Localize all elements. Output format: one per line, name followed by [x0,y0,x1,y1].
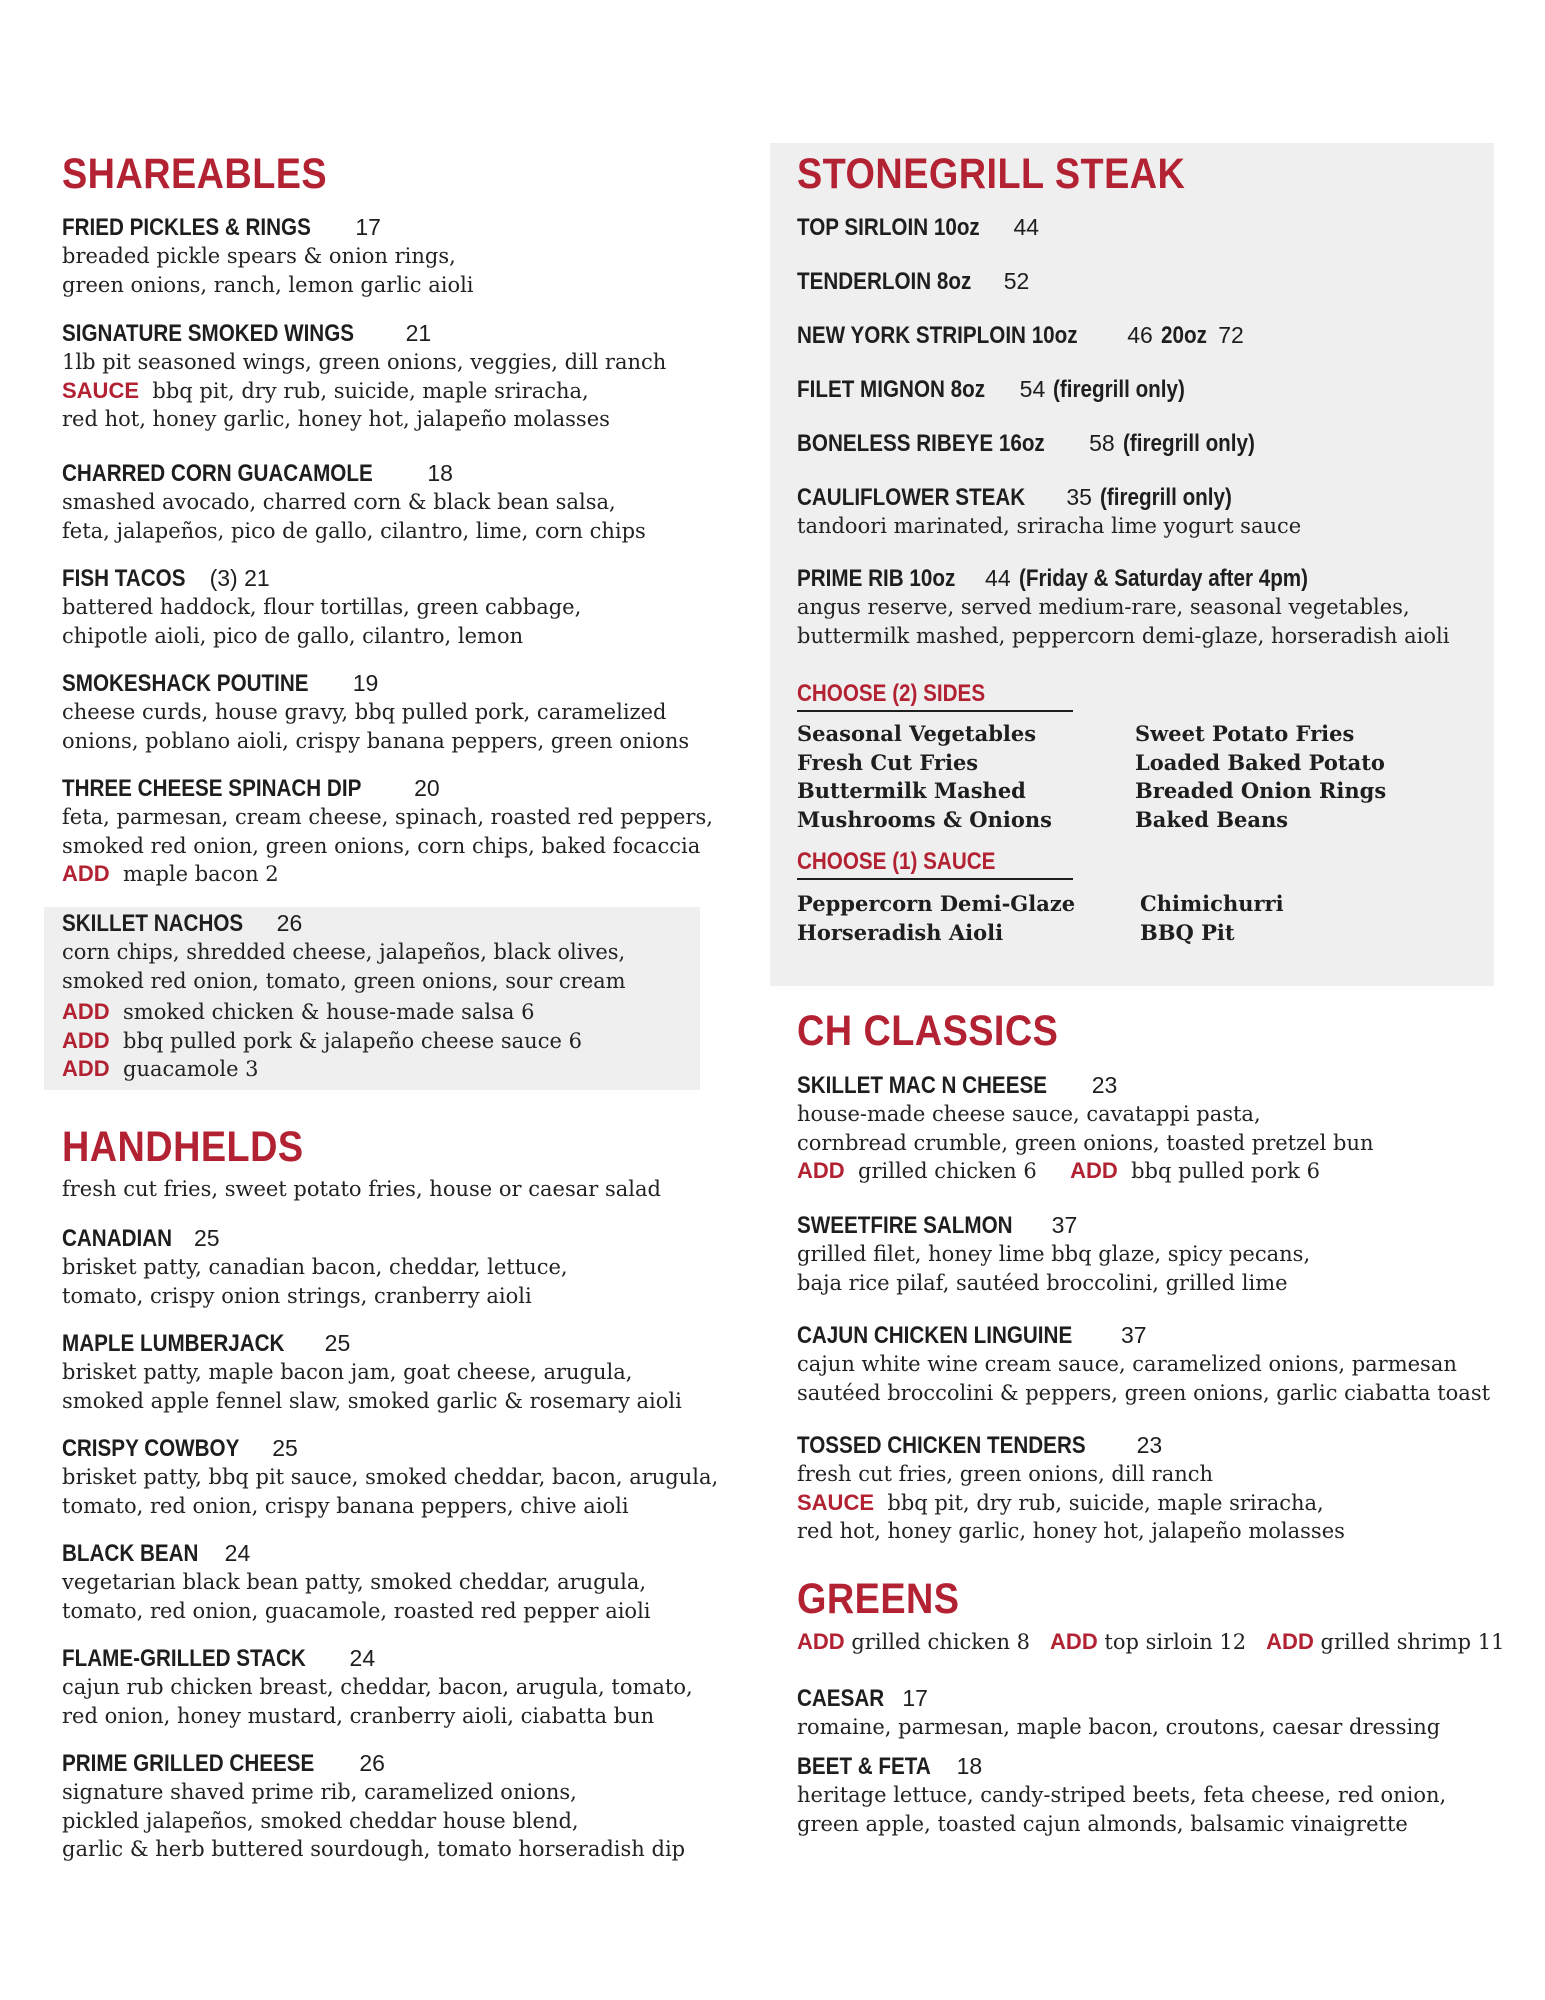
item-price: 58 [1089,430,1115,456]
steak-tenderloin [797,268,1029,296]
menu-item-fried-pickles [62,214,474,299]
item-price: 18 [427,460,453,486]
item-desc: heritage lettuce, candy-striped beets, feta cheese, red onion, [797,1783,1447,1807]
item-desc: cajun white wine cream sauce, caramelized onions, parmesan [797,1352,1457,1376]
ch-classics-heading: CH CLASSICS [797,1007,1059,1055]
item-name: THREE CHEESE SPINACH DIP [62,775,362,802]
add-option: grilled chicken 8 [851,1630,1031,1654]
item-desc: buttermilk mashed, peppercorn demi-glaze, horseradish aioli [797,623,1450,648]
menu-item-beet-feta [797,1753,1446,1838]
item-name: SIGNATURE SMOKED WINGS [62,320,355,347]
item-desc: tomato, red onion, crispy banana peppers, chive aioli [62,1493,629,1518]
item-name: SWEETFIRE SALMON [797,1212,1013,1239]
item-price: 19 [352,670,379,696]
item-desc: breaded pickle spears & onion rings, [62,244,456,268]
sauce-options: red hot, honey garlic, honey hot, jalapeño molasses [797,1519,1345,1543]
item-price: 26 [276,910,303,936]
menu-item-spinach-dip [62,775,713,889]
item-note: (Friday & Saturday after 4pm) [1018,565,1308,592]
side-option: Mushrooms & Onions [797,806,1052,832]
item-name: FLAME-GRILLED STACK [62,1645,306,1672]
item-price: 52 [1003,268,1030,294]
item-desc: fresh cut fries, green onions, dill ranch [797,1462,1214,1486]
menu-item-prime-grilled-cheese [62,1750,685,1864]
item-price: 23 [1091,1072,1118,1098]
item-desc: garlic & herb buttered sourdough, tomato horseradish dip [62,1837,686,1861]
side-option: Sweet Potato Fries [1135,721,1355,746]
item-price: 17 [355,214,381,240]
sauce-option: BBQ Pit [1140,919,1235,945]
item-name: SMOKESHACK POUTINE [62,670,309,697]
item-desc: signature shaved prime rib, caramelized onions, [62,1780,577,1804]
item-desc: brisket patty, bbq pit sauce, smoked cheddar, bacon, arugula, [62,1465,719,1489]
item-desc: 1lb pit seasoned wings, green onions, veggies, dill ranch [62,350,667,374]
add-label: ADD [62,1027,110,1053]
menu-item-chicken-tenders [797,1432,1345,1546]
menu-item-canadian [62,1225,568,1310]
item-note: (firegrill only) [1053,376,1186,403]
item-desc: green apple, toasted cajun almonds, balsamic vinaigrette [797,1811,1408,1836]
sauce-option: Peppercorn Demi-Glaze [797,891,1076,916]
item-price: 37 [1121,1322,1147,1348]
item-price: 37 [1051,1212,1078,1238]
item-desc: brisket patty, maple bacon jam, goat cheese, arugula, [62,1360,633,1384]
menu-item-smoked-wings [62,320,666,434]
menu-item-flame-grilled-stack [62,1645,693,1730]
item-name: SKILLET NACHOS [62,910,244,937]
item-name: TENDERLOIN 8oz [797,268,972,295]
item-price: 46 [1127,322,1153,348]
add-option: guacamole 3 [123,1057,259,1081]
menu-item-mac-n-cheese [797,1072,1374,1186]
item-desc: grilled filet, honey lime bbq glaze, spicy pecans, [797,1242,1311,1266]
item-note: (firegrill only) [1099,484,1232,511]
choose-sauce-heading: CHOOSE (1) SAUCE [797,848,996,875]
item-name: CANADIAN [62,1225,173,1252]
menu-item-black-bean [62,1540,651,1625]
item-name: BLACK BEAN [62,1540,199,1567]
menu-item-sweetfire-salmon [797,1212,1310,1297]
item-name: FRIED PICKLES & RINGS [62,214,311,241]
item-desc: angus reserve, served medium-rare, seasonal vegetables, [797,595,1410,619]
item-price: 24 [349,1645,376,1671]
add-option: grilled chicken 6 [858,1159,1037,1183]
item-desc: cheese curds, house gravy, bbq pulled pork, caramelized [62,700,667,724]
add-label: ADD [1050,1629,1098,1654]
sauce-label: SAUCE [62,377,140,403]
divider [797,878,1073,880]
shareables-heading: SHAREABLES [62,150,328,198]
menu-item-fish-tacos [62,565,581,650]
item-price: 23 [1136,1432,1163,1458]
item-price: 21 [405,320,432,346]
item-name: MAPLE LUMBERJACK [62,1330,285,1357]
item-desc: tomato, red onion, guacamole, roasted red pepper aioli [62,1598,651,1623]
divider [797,710,1073,712]
sauce-list-right [1140,890,1284,947]
menu-item-skillet-nachos [62,910,626,1084]
item-name: CAJUN CHICKEN LINGUINE [797,1322,1073,1349]
item-desc: green onions, ranch, lemon garlic aioli [62,272,474,297]
item-desc: tomato, crispy onion strings, cranberry aioli [62,1283,532,1308]
greens-heading: GREENS [797,1575,960,1623]
sauce-option: Horseradish Aioli [797,919,1004,945]
item-price: 35 [1066,484,1092,510]
add-option: grilled shrimp 11 [1320,1630,1505,1654]
side-option: Fresh Cut Fries [797,749,979,775]
add-label: ADD [797,1629,845,1654]
sauce-option: Chimichurri [1140,891,1284,916]
side-option: Buttermilk Mashed [797,778,1026,803]
item-name: NEW YORK STRIPLOIN 10oz [797,322,1078,349]
menu-item-poutine [62,670,689,755]
item-desc: smashed avocado, charred corn & black bean salsa, [62,490,616,514]
steak-striploin [797,322,1244,350]
sides-list-left [797,720,1052,834]
add-option: top sirloin 12 [1104,1630,1247,1654]
item-name: CAULIFLOWER STEAK [797,484,1026,511]
add-label: ADD [797,1158,845,1183]
item-price: 17 [902,1685,928,1711]
menu-item-cajun-linguine [797,1322,1490,1407]
item-desc: chipotle aioli, pico de gallo, cilantro, lemon [62,623,524,648]
steak-cauliflower [797,484,1301,541]
side-option: Loaded Baked Potato [1135,749,1385,775]
item-desc: brisket patty, canadian bacon, cheddar, lettuce, [62,1255,568,1279]
item-desc: battered haddock, flour tortillas, green cabbage, [62,595,582,619]
side-option: Breaded Onion Rings [1135,778,1387,803]
item-desc: onions, poblano aioli, crispy banana peppers, green onions [62,728,690,753]
item-name: FISH TACOS [62,565,186,592]
sauce-list-left [797,890,1075,947]
item-price: 25 [324,1330,351,1356]
item-size: 20oz [1160,322,1207,349]
item-price: 25 [272,1435,298,1461]
steak-top-sirloin [797,214,1039,242]
item-name: PRIME GRILLED CHEESE [62,1750,315,1777]
item-desc: smoked red onion, green onions, corn chips, baked focaccia [62,833,701,858]
handhelds-subtitle: fresh cut fries, sweet potato fries, house or caesar salad [62,1177,661,1201]
add-label: ADD [62,1056,110,1081]
item-price: 44 [985,565,1011,591]
item-desc: cornbread crumble, green onions, toasted pretzel bun [797,1130,1374,1155]
add-option: smoked chicken & house-made salsa 6 [123,1000,535,1024]
steak-filet-mignon [797,376,1207,404]
add-label: ADD [1070,1158,1118,1183]
add-option: bbq pulled pork 6 [1131,1159,1320,1183]
item-price: (3) 21 [209,565,270,591]
sauce-options: bbq pit, dry rub, suicide, maple sriracha, [152,378,589,403]
item-name: BONELESS RIBEYE 16oz [797,430,1045,457]
item-desc: tandoori marinated, sriracha lime yogurt sauce [797,514,1302,538]
item-name: BEET & FETA [797,1753,931,1780]
item-name: CHARRED CORN GUACAMOLE [62,460,373,487]
item-price: 25 [194,1225,220,1251]
item-name: SKILLET MAC N CHEESE [797,1072,1047,1099]
item-desc: baja rice pilaf, sautéed broccolini, grilled lime [797,1270,1288,1295]
item-name: CAESAR [797,1685,885,1712]
item-name: CRISPY COWBOY [62,1435,240,1462]
add-label: ADD [62,861,110,886]
add-option: maple bacon 2 [123,862,279,886]
sauce-label: SAUCE [797,1489,875,1515]
item-desc: sautéed broccolini & peppers, green onions, garlic ciabatta toast [797,1380,1491,1405]
sauce-options: bbq pit, dry rub, suicide, maple sriracha, [887,1490,1324,1515]
add-label: ADD [62,999,110,1024]
item-desc: smoked red onion, tomato, green onions, sour cream [62,968,626,993]
item-desc: feta, parmesan, cream cheese, spinach, roasted red peppers, [62,805,713,829]
item-price: 18 [956,1753,983,1779]
item-desc: red onion, honey mustard, cranberry aioli, ciabatta bun [62,1703,655,1728]
item-price: 54 [1019,376,1046,402]
sides-list-right [1135,720,1386,834]
item-desc: house-made cheese sauce, cavatappi pasta, [797,1102,1261,1126]
item-desc: smoked apple fennel slaw, smoked garlic & rosemary aioli [62,1388,682,1413]
item-price: 26 [359,1750,385,1776]
item-price: 44 [1013,214,1040,240]
item-desc: corn chips, shredded cheese, jalapeños, black olives, [62,940,626,964]
menu-item-crispy-cowboy [62,1435,718,1520]
steak-prime-rib [797,565,1449,650]
item-desc: romaine, parmesan, maple bacon, croutons, caesar dressing [797,1715,1441,1739]
handhelds-heading: HANDHELDS [62,1123,304,1171]
side-option: Seasonal Vegetables [797,721,1037,746]
item-name: PRIME RIB 10oz [797,565,956,592]
add-label: ADD [1266,1629,1314,1654]
menu-item-guacamole [62,460,646,545]
item-desc: cajun rub chicken breast, cheddar, bacon, arugula, tomato, [62,1675,693,1699]
menu-item-maple-lumberjack [62,1330,682,1415]
greens-add-ons [797,1628,1505,1657]
item-desc: vegetarian black bean patty, smoked cheddar, arugula, [62,1570,647,1594]
item-name: TOSSED CHICKEN TENDERS [797,1432,1086,1459]
item-price: 24 [224,1540,251,1566]
side-option: Baked Beans [1135,806,1289,832]
item-name: TOP SIRLOIN 10oz [797,214,980,241]
sauce-options: red hot, honey garlic, honey hot, jalapeño molasses [62,407,610,431]
steak-boneless-ribeye [797,430,1276,458]
stonegrill-steak-heading: STONEGRILL STEAK [797,150,1186,198]
choose-sides-heading: CHOOSE (2) SIDES [797,680,986,707]
menu-item-caesar [797,1685,1440,1742]
item-note: (firegrill only) [1122,430,1255,457]
add-option: bbq pulled pork & jalapeño cheese sauce 6 [123,1028,582,1053]
item-desc: pickled jalapeños, smoked cheddar house blend, [62,1808,579,1833]
item-name: FILET MIGNON 8oz [797,376,986,403]
item-price: 20 [414,775,440,801]
item-price: 72 [1218,322,1244,348]
item-desc: feta, jalapeños, pico de gallo, cilantro, lime, corn chips [62,518,646,543]
